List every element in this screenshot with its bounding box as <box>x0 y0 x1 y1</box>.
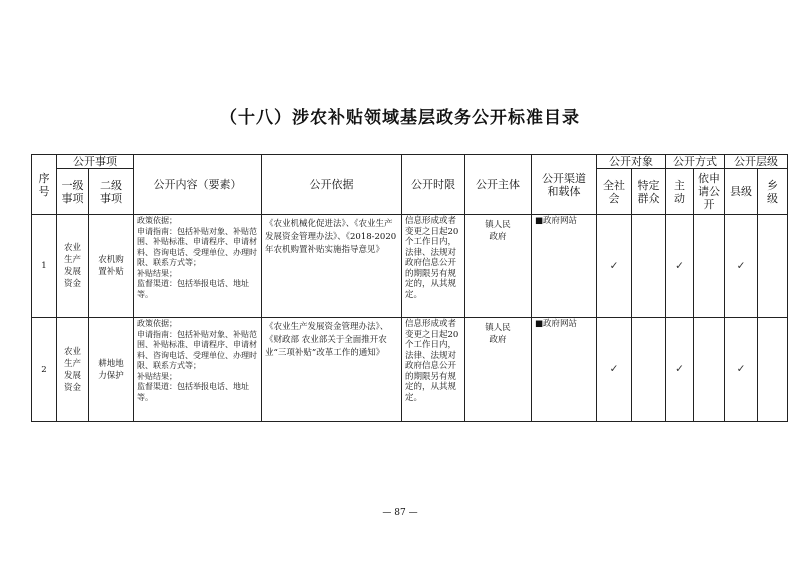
row-channel: ■政府网站 <box>532 215 597 318</box>
row-object-all-check: ✓ <box>597 215 632 318</box>
row-object-all-check: ✓ <box>597 318 632 422</box>
row-level-town-check <box>758 318 788 422</box>
row-channel: ■政府网站 <box>532 318 597 422</box>
page-number: — 87 — <box>382 508 418 518</box>
header-subject: 公开主体 <box>465 155 532 215</box>
header-matters: 公开事项 <box>57 155 134 169</box>
row-content: 政策依据； 申请指南：包括补贴对象、补贴范围、补贴标准、申请程序、申请材料、咨询电话、受理单位、办理时限、联系方式等； 补贴结果； 监督渠道：包括举报电话、地址等。 <box>134 215 262 318</box>
table-row <box>32 215 788 318</box>
row-seq: 2 <box>32 318 57 422</box>
row-time-limit: 信息形成或者变更之日起20个工作日内，法律、法规对政府信息公开的期限另有规定的，从其规定。 <box>402 215 465 318</box>
row-time-limit: 信息形成或者变更之日起20个工作日内，法律、法规对政府信息公开的期限另有规定的，从其规定。 <box>402 318 465 422</box>
header-level1: 一级事项 <box>57 169 89 215</box>
row-seq: 1 <box>32 215 57 318</box>
row-object-specific-check <box>632 215 666 318</box>
row-subject: 镇人民政府 <box>465 215 532 318</box>
table-row <box>32 318 788 422</box>
row-level1: 农业生产发展资金 <box>57 215 89 318</box>
header-method-active: 主动 <box>666 169 694 215</box>
header-method-request: 依申请公开 <box>694 169 725 215</box>
header-level-town: 乡级 <box>758 169 788 215</box>
header-object: 公开对象 <box>597 155 666 169</box>
row-level-county-check: ✓ <box>725 318 758 422</box>
row-subject: 镇人民政府 <box>465 318 532 422</box>
header-channel: 公开渠道和载体 <box>532 155 597 215</box>
row-method-request-check <box>694 215 725 318</box>
row-method-active-check: ✓ <box>666 215 694 318</box>
row-method-active-check: ✓ <box>666 318 694 422</box>
row-basis: 《农业机械化促进法》、《农业生产发展资金管理办法》、《2018-2020年农机购置补贴实施指导意见》 <box>262 215 402 318</box>
row-level1: 农业生产发展资金 <box>57 318 89 422</box>
header-method: 公开方式 <box>666 155 725 169</box>
header-level: 公开层级 <box>725 155 788 169</box>
row-content: 政策依据； 申请指南：包括补贴对象、补贴范围、补贴标准、申请程序、申请材料、咨询电话、受理单位、办理时限、联系方式等； 补贴结果； 监督渠道：包括举报电话、地址等。 <box>134 318 262 422</box>
header-basis: 公开依据 <box>262 155 402 215</box>
row-level2: 农机购置补贴 <box>89 215 134 318</box>
header-object-all: 全社会 <box>597 169 632 215</box>
row-level2: 耕地地力保护 <box>89 318 134 422</box>
header-row-1 <box>32 155 788 169</box>
header-seq: 序号 <box>32 155 57 215</box>
catalog-table <box>31 154 788 422</box>
header-object-specific: 特定群众 <box>632 169 666 215</box>
row-method-request-check <box>694 318 725 422</box>
row-basis: 《农业生产发展资金管理办法》、《财政部 农业部关于全面推开农业“三项补贴”改革工作的通知》 <box>262 318 402 422</box>
header-level-county: 县级 <box>725 169 758 215</box>
header-content: 公开内容（要素） <box>134 155 262 215</box>
header-time-limit: 公开时限 <box>402 155 465 215</box>
row-level-county-check: ✓ <box>725 215 758 318</box>
row-object-specific-check <box>632 318 666 422</box>
page-title: （十八）涉农补贴领域基层政务公开标准目录 <box>220 108 580 128</box>
row-level-town-check <box>758 215 788 318</box>
header-level2: 二级事项 <box>89 169 134 215</box>
